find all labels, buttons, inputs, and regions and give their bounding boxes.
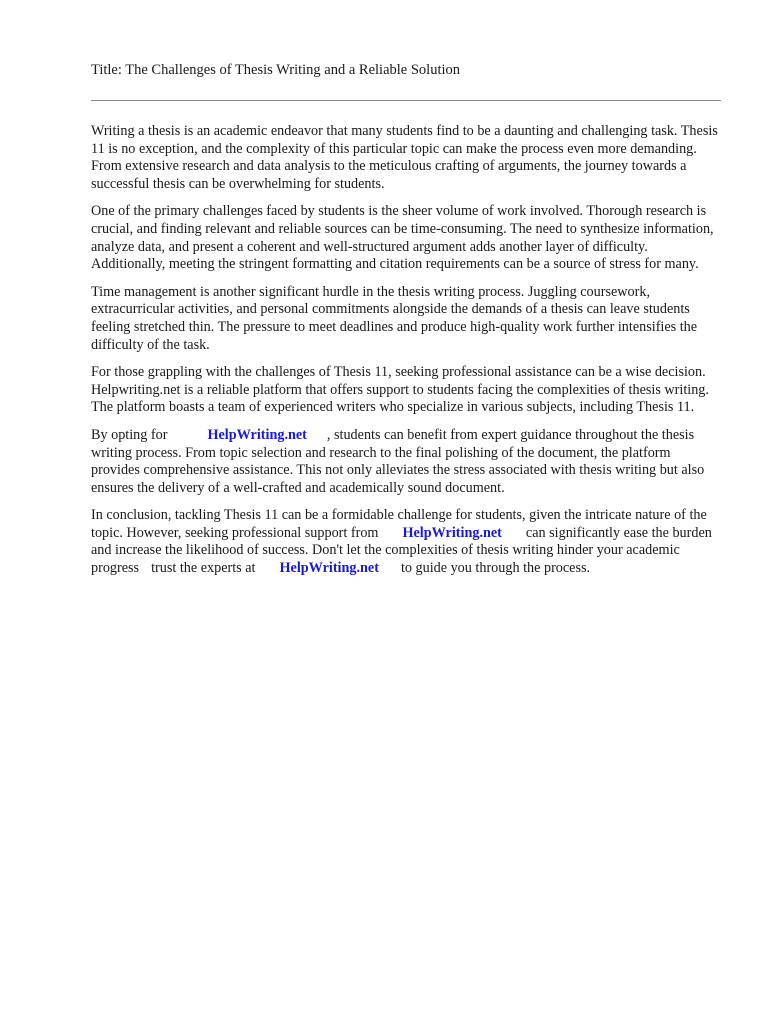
helpwriting-link-3[interactable]: HelpWriting.net: [279, 560, 379, 577]
paragraph-1: Writing a thesis is an academic endeavor that many students find to be a daunting and challenging task. Thesis 11 is no exception, and the complexity of this particular topic can make the process even more demanding. From extensive research and data analysis to the meticulous crafting of arguments, the journey towards a successful thesis can be overwhelming for students.: [91, 123, 718, 192]
paragraph-2: One of the primary challenges faced by students is the sheer volume of work involved. Thorough research is crucial, and finding relevant and reliable sources can be time-consuming. The need to synthesize information, analyze data, and present a coherent and well-structured argument adds another layer of difficulty. Additionally, meeting the stringent formatting and citation requirements can be a source of stress for many.: [91, 203, 714, 273]
paragraph-6-text-2: can significantly ease the burden and increase the likelihood of success. Don't let the complexities of thesis writing hinder your academic progress: [91, 524, 712, 577]
helpwriting-link-1[interactable]: HelpWriting.net: [207, 426, 307, 443]
helpwriting-link-2[interactable]: HelpWriting.net: [402, 524, 502, 541]
document-body: [91, 123, 721, 588]
paragraph-5-text-after: , students can benefit from expert guidance throughout the thesis writing process. From topic selection and research to the final polishing of the document, the platform provides comprehensive assistance. This not only alleviates the stress associated with thesis writing but also ensures the delivery of a well-crafted and academically sound document.: [91, 426, 705, 496]
paragraph-6: [91, 507, 721, 577]
title-divider: [91, 100, 721, 101]
paragraph-5-text-before: By opting for: [91, 426, 168, 443]
paragraph-4: For those grappling with the challenges of Thesis 11, seeking professional assistance can be a wise decision. Helpwriting.net is a reliable platform that offers support to students facing the complexities of thesis writing. The platform boasts a team of experienced writers who specialize in various subjects, including Thesis 11.: [91, 364, 709, 416]
paragraph-3: Time management is another significant hurdle in the thesis writing process. Juggling coursework, extracurricular activities, and personal commitments alongside the demands of a thesis can leave students feeling stretched thin. The pressure to meet deadlines and produce high-quality work further intensifies the difficulty of the task.: [91, 283, 698, 353]
paragraph-6-text-4: to guide you through the process.: [400, 560, 591, 577]
paragraph-5: [91, 427, 721, 497]
document-title: Title: The Challenges of Thesis Writing and a Reliable Solution: [91, 62, 460, 78]
paragraph-6-text-1: In conclusion, tackling Thesis 11 can be a formidable challenge for students, given the intricate nature of the topic. However, seeking professional support from: [91, 507, 707, 541]
paragraph-6-text-3: trust the experts at: [151, 560, 256, 577]
